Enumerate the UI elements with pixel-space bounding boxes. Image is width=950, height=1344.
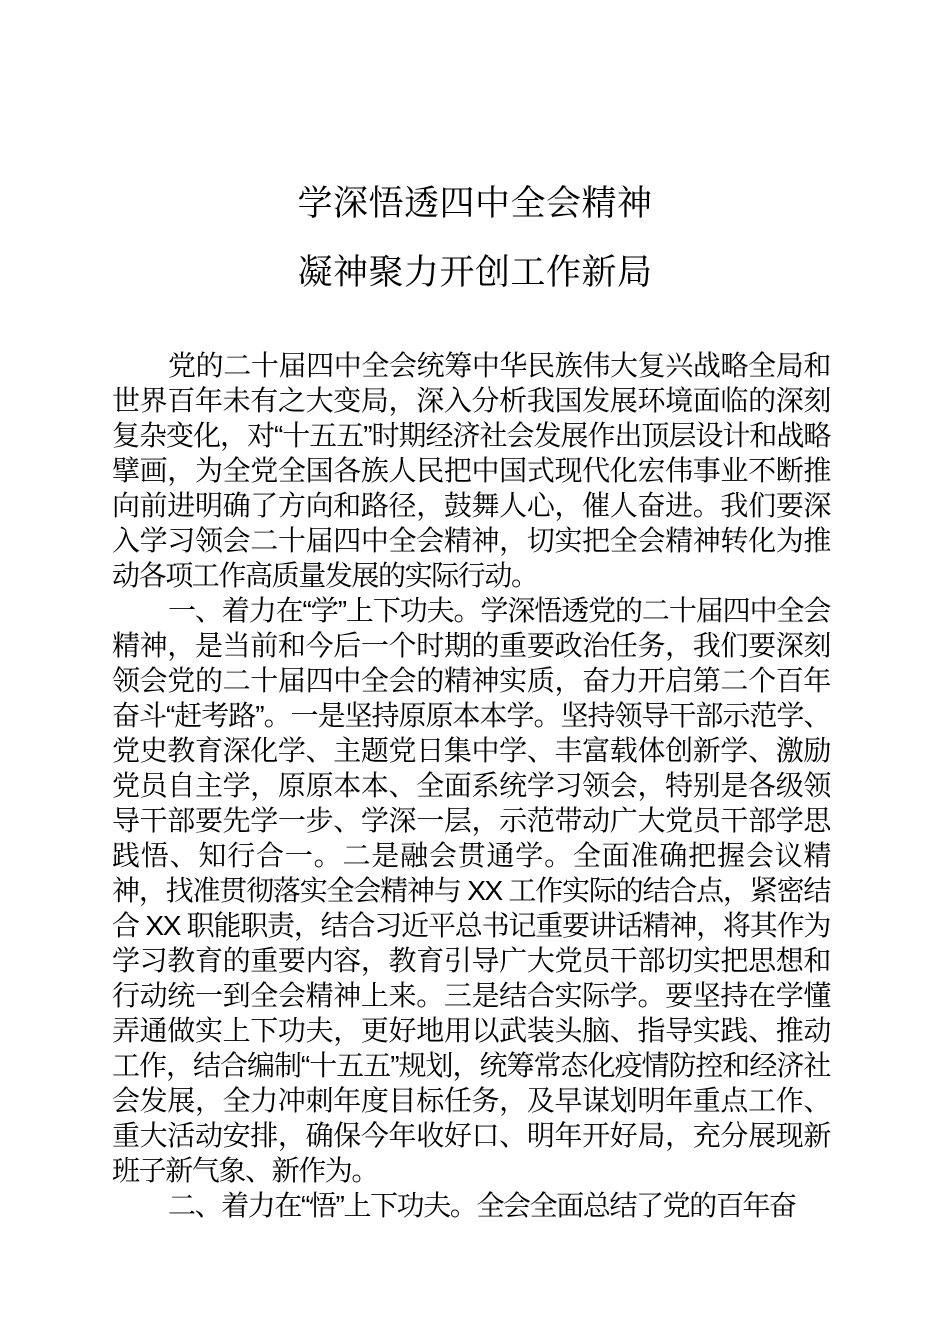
document-body bbox=[112, 348, 830, 1223]
body-paragraph-2: 一、着力在“学”上下功夫。学深悟透党的二十届四中全会精神，是当前和今后一个时期的重要政治任务，我们要深刻领会党的二十届四中全会的精神实质，奋力开启第二个百年奋斗“赶考路”。一是坚持原原本本学。坚持领导干部示范学、党史教育深化学、主题党日集中学、丰富载体创新学、激励党员自主学，原原本本、全面系统学习领会，特别是各级领导干部要先学一步、学深一层，示范带动广大党员干部学思践悟、知行合一。二是融会贯通学。全面准确把握会议精神，找准贯彻落实全会精神与 XX 工作实际的结合点，紧密结合 XX 职能职责，结合习近平总书记重要讲话精神，将其作为学习教育的重要内容，教育引导广大党员干部切实把思想和行动统一到全会精神上来。三是结合实际学。要坚持在学懂弄通做实上下功夫，更好地用以武装头脑、指导实践、推动工作，结合编制“十五五”规划，统筹常态化疫情防控和经济社会发展，全力冲刺年度目标任务，及早谋划明年重点工作、重大活动安排，确保今年收好口、明年开好局，充分展现新班子新气象、新作为。 bbox=[112, 595, 830, 1186]
body-paragraph-1: 党的二十届四中全会统筹中华民族伟大复兴战略全局和世界百年未有之大变局，深入分析我国发展环境面临的深刻复杂变化，对“十五五”时期经济社会发展作出顶层设计和战略擘画，为全党全国各族人民把中国式现代化宏伟事业不断推向前进明确了方向和路径，鼓舞人心，催人奋进。我们要深入学习领会二十届四中全会精神，切实把全会精神转化为推动各项工作高质量发展的实际行动。 bbox=[112, 350, 830, 591]
document-title-line-1: 学深悟透四中全会精神 bbox=[297, 184, 653, 223]
document-title-line-2: 凝神聚力开创工作新局 bbox=[297, 253, 653, 292]
document-title bbox=[0, 0, 950, 290]
body-paragraph-3: 二、着力在“悟”上下功夫。全会全面总结了党的百年奋 bbox=[168, 1190, 796, 1221]
